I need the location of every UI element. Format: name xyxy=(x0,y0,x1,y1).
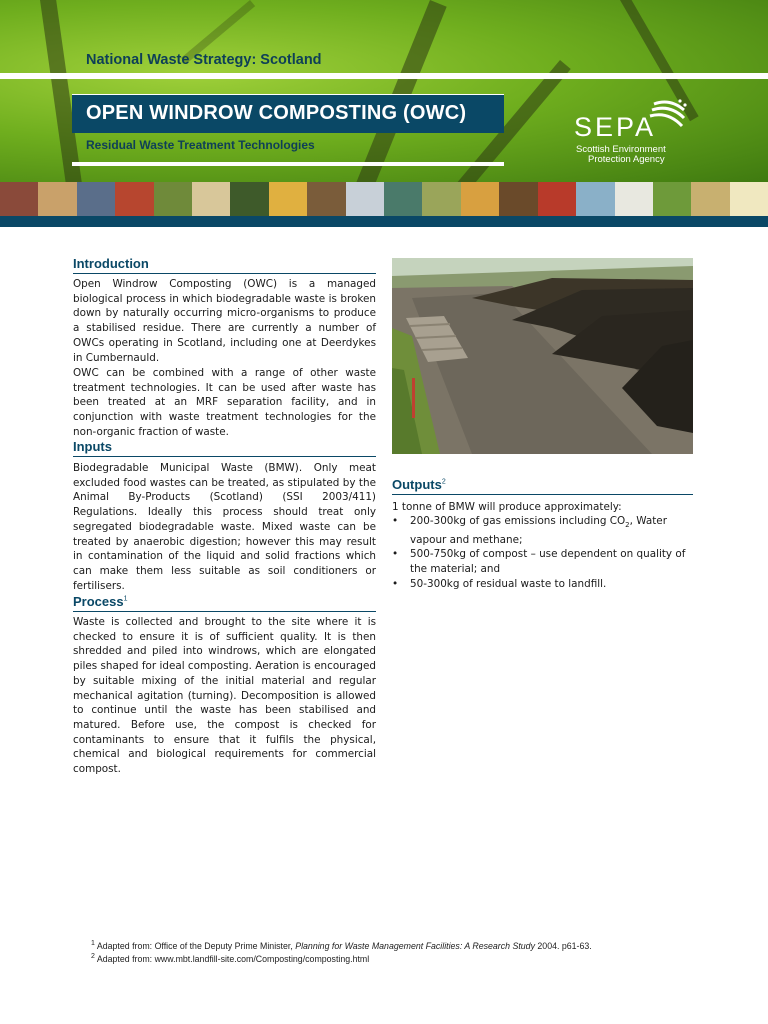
sepa-name-line2: Protection Agency xyxy=(588,154,665,165)
list-item xyxy=(392,577,693,592)
inputs-heading-text: Inputs xyxy=(73,439,112,454)
footnote-2-text: Adapted from: www.mbt.landfill-site.com/Composting/composting.html xyxy=(96,953,370,964)
footnote-2 xyxy=(91,953,369,964)
process-footnote-ref: 1 xyxy=(123,595,128,603)
process-paragraph: Waste is collected and brought to the site where it is checked to ensure it is of sufficient quality. It is then shredded and piled into windrows, which are elongated piles shaped for ideal composting. Aeration is encouraged by suitable mixing of the initial material and regular mechanical agitation (turning). Decomposition is allowed to continue until the waste has been stabilised and matured. Before use, the compost is checked for contaminants to ensure that it fulfils the physical, chemical and biological requirements for commercial compost. xyxy=(73,616,376,776)
series-title: National Waste Strategy: Scotland xyxy=(86,52,322,68)
inputs-paragraph: Biodegradable Municipal Waste (BMW). Only meat excluded food wastes can be treated, as stipulated by the Animal By-Products (Scotland) (SSI 2003/411) Regulations. Ideally this process should treat only segregated biodegradable waste. Mixed waste can be treated by anaerobic digestion; however this may result in contamination of the liquid and solid fractions which can make them less suitable as soil conditioners or fertilisers. xyxy=(73,462,376,592)
header-bottom-bar xyxy=(0,216,768,227)
inputs-heading xyxy=(73,439,376,457)
output-compost-text: 500-750kg of compost – use dependent on quality of the material; and xyxy=(410,548,686,576)
outputs-footnote-ref: 2 xyxy=(441,478,446,486)
introduction-paragraph-1: Open Windrow Composting (OWC) is a managed biological process in which biodegradable waste is broken down by naturally occurring micro-organisms to produce a stabilised residue. There are currently a number of OWCs operating in Scotland, including one at Deerdykes in Cumbernauld. xyxy=(73,278,376,364)
photo-strip xyxy=(0,182,768,216)
footnote-2-number: 2 xyxy=(91,953,95,960)
introduction-heading-text: Introduction xyxy=(73,256,149,271)
header-banner xyxy=(0,0,768,182)
outputs-intro: 1 tonne of BMW will produce approximately: xyxy=(392,501,622,513)
output-gas-text: 200-300kg of gas emissions including CO xyxy=(410,515,626,527)
output-residual-text: 50-300kg of residual waste to landfill. xyxy=(410,577,607,590)
title-bar xyxy=(72,94,504,133)
header-rule-top xyxy=(0,73,768,79)
list-item xyxy=(392,514,693,547)
outputs-list xyxy=(392,514,693,592)
footnote-1-number: 1 xyxy=(91,940,95,947)
outputs-heading-text: Outputs xyxy=(392,477,442,492)
footnote-1-text-end: 2004. p61-63. xyxy=(534,940,592,951)
windrow-photo xyxy=(392,258,693,454)
co2-subscript: 2 xyxy=(625,521,630,530)
sepa-wordmark: SEPA xyxy=(574,112,657,142)
output-gas-text-end: , Water vapour and methane; xyxy=(410,515,667,546)
sepa-logo xyxy=(574,96,704,166)
page-subtitle: Residual Waste Treatment Technologies xyxy=(86,138,315,152)
header-rule-bottom xyxy=(72,162,504,166)
footnote-1-text: Adapted from: Office of the Deputy Prime Minister, xyxy=(96,940,296,951)
introduction-heading xyxy=(73,256,376,274)
process-heading xyxy=(73,594,376,612)
footnote-1-title: Planning for Waste Management Facilities: A Research Study xyxy=(295,940,535,951)
sepa-name-line1: Scottish Environment xyxy=(576,144,666,155)
process-heading-text: Process xyxy=(73,594,124,609)
introduction-paragraph-2: OWC can be combined with a range of other waste treatment technologies. It can be used after waste has been treated at an MRF separation facility, and in conjunction with waste treatment technologies for the non-organic fraction of waste. xyxy=(73,367,376,438)
page-title: OPEN WINDROW COMPOSTING (OWC) xyxy=(86,102,467,124)
footnote-1 xyxy=(91,940,592,951)
list-item xyxy=(392,547,693,576)
outputs-heading xyxy=(392,477,693,495)
